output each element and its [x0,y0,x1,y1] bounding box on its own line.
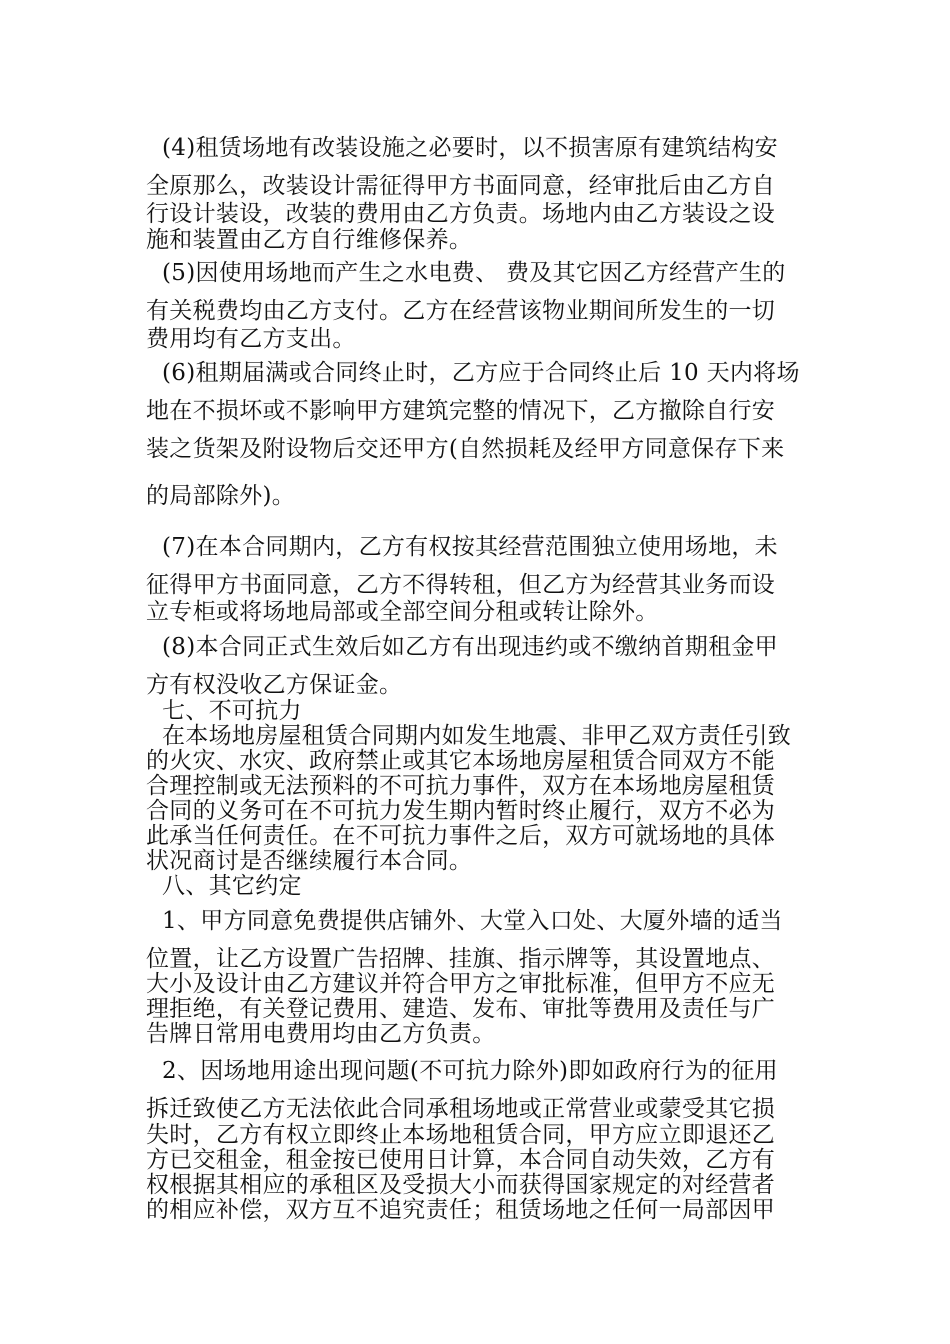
text-line: 征得甲方书面同意，乙方不得转租，但乙方为经营其业务而设 [146,572,776,598]
text-line: 大小及设计由乙方建议并符合甲方之审批标准，但甲方不应无 [146,971,776,997]
text-line: 告牌日常用电费用均由乙方负责。 [146,1021,496,1047]
text-line: 装之货架及附设物后交还甲方(自然损耗及经甲方同意保存下来 [146,436,785,462]
text-line: 理拒绝，有关登记费用、建造、发布、审批等费用及责任与广 [146,996,776,1022]
text-line: 行设计装设，改装的费用由乙方负责。场地内由乙方装设之设 [146,201,776,227]
text-line: (4)租赁场地有改装设施之必要时，以不损害原有建筑结构安 [162,135,778,161]
text-line: (6)租期届满或合同终止时，乙方应于合同终止后 10 天内将场 [162,360,800,386]
text-line: 费用均有乙方支出。 [146,326,356,352]
text-line: 在本场地房屋租赁合同期内如发生地震、非甲乙双方责任引致 [162,723,792,749]
text-line: 合同的义务可在不可抗力发生期内暂时终止履行，双方不必为 [146,798,776,824]
text-line: 此承当任何责任。在不可抗力事件之后，双方可就场地的具体 [146,823,776,849]
text-line: 2、因场地用途出现问题(不可抗力除外)即如政府行为的征用 [162,1058,778,1084]
text-line: (8)本合同正式生效后如乙方有出现违约或不缴纳首期租金甲 [162,634,778,660]
text-line: 施和装置由乙方自行维修保养。 [146,227,473,253]
text-line: 的相应补偿，双方互不追究责任；租赁场地之任何一局部因甲 [146,1197,776,1223]
section-heading: 八、其它约定 [162,873,302,899]
text-line: 方已交租金，租金按已使用日计算，本合同自动失效，乙方有 [146,1147,776,1173]
section-heading: 七、不可抗力 [162,698,302,724]
text-line: 失时，乙方有权立即终止本场地租赁合同，甲方应立即退还乙 [146,1122,776,1148]
text-line: 方有权没收乙方保证金。 [146,672,403,698]
text-line: 合理控制或无法预料的不可抗力事件，双方在本场地房屋租赁 [146,773,776,799]
text-line: 地在不损坏或不影响甲方建筑完整的情况下，乙方撤除自行安 [146,398,776,424]
text-line: 位置，让乙方设置广告招牌、挂旗、指示牌等，其设置地点、 [146,946,776,972]
text-line: 的火灾、水灾、政府禁止或其它本场地房屋租赁合同双方不能 [146,748,776,774]
text-line: (7)在本合同期内，乙方有权按其经营范围独立使用场地，未 [162,534,778,560]
text-line: (5)因使用场地而产生之水电费、 费及其它因乙方经营产生的 [162,260,786,286]
text-line: 状况商讨是否继续履行本合同。 [146,848,473,874]
text-line: 立专柜或将场地局部或全部空间分租或转让除外。 [146,599,659,625]
text-line: 1、甲方同意免费提供店铺外、大堂入口处、大厦外墙的适当 [162,908,783,934]
text-line: 拆迁致使乙方无法依此合同承租场地或正常营业或蒙受其它损 [146,1096,776,1122]
text-line: 有关税费均由乙方支付。乙方在经营该物业期间所发生的一切 [146,298,776,324]
text-line: 权根据其相应的承租区及受损大小而获得国家规定的对经营者 [146,1172,776,1198]
text-line: 的局部除外)。 [146,483,296,509]
text-line: 全原那么，改装设计需征得甲方书面同意，经审批后由乙方自 [146,173,776,199]
